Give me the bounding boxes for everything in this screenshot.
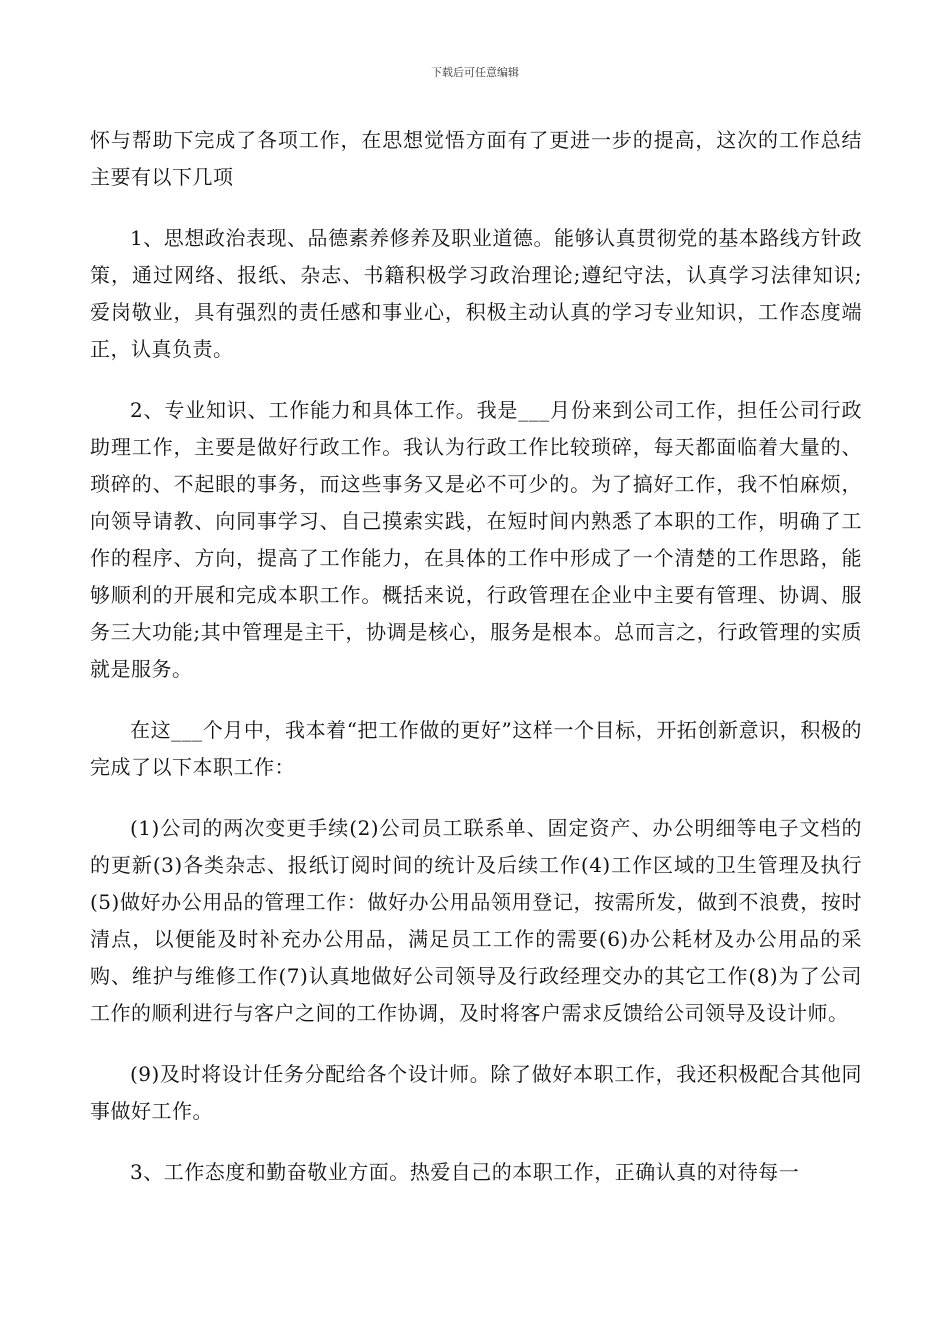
page-header-note: 下载后可任意编辑	[431, 66, 519, 79]
paragraph-work-attitude: 3、工作态度和勤奋敬业方面。热爱自己的本职工作，正确认真的对待每一	[130, 1160, 800, 1184]
paragraph-duty-list: (1)公司的两次变更手续(2)公司员工联系单、固定资产、办公明细等电子文档的的更新(3)各类杂志、报纸订阅时间的统计及后续工作(4)工作区域的卫生管理及执行(5)做好办公用品的管理工作：做好办公用品领用登记，按需所发，做到不浪费，按时清点，以便能及时补充办公用品，满足员工工作的需要(6)办公耗材及办公用品的采购、维护与维修工作(7)认真地做好公司领导及行政经理交办的其它工作(8)为了公司工作的顺利进行与客户之间的工作协调，及时将客户需求反馈给公司领导及设计师。	[90, 816, 862, 1025]
document-body	[90, 122, 862, 1191]
paragraph-monthly-goal: 在这___个月中，我本着“把工作做的更好”这样一个目标，开拓创新意识，积极的完成了以下本职工作：	[90, 718, 862, 779]
paragraph-duty-nine: (9)及时将设计任务分配给各个设计师。除了做好本职工作，我还积极配合其他同事做好工作。	[90, 1062, 862, 1123]
paragraph-continuation: 怀与帮助下完成了各项工作，在思想觉悟方面有了更进一步的提高，这次的工作总结主要有以下几项	[90, 128, 862, 189]
paragraph-professional-work: 2、专业知识、工作能力和具体工作。我是___月份来到公司工作，担任公司行政助理工作，主要是做好行政工作。我认为行政工作比较琐碎，每天都面临着大量的、琐碎的、不起眼的事务，而这些事务又是必不可少的。为了搞好工作，我不怕麻烦，向领导请教、向同事学习、自己摸索实践，在短时间内熟悉了本职的工作，明确了工作的程序、方向，提高了工作能力，在具体的工作中形成了一个清楚的工作思路，能够顺利的开展和完成本职工作。概括来说，行政管理在企业中主要有管理、协调、服务三大功能;其中管理是主干，协调是核心，服务是根本。总而言之，行政管理的实质就是服务。	[90, 398, 862, 681]
paragraph-ideology-ethics: 1、思想政治表现、品德素养修养及职业道德。能够认真贯彻党的基本路线方针政策，通过网络、报纸、杂志、书籍积极学习政治理论;遵纪守法，认真学习法律知识;爱岗敬业，具有强烈的责任感和事业心，积极主动认真的学习专业知识，工作态度端正，认真负责。	[90, 226, 862, 361]
